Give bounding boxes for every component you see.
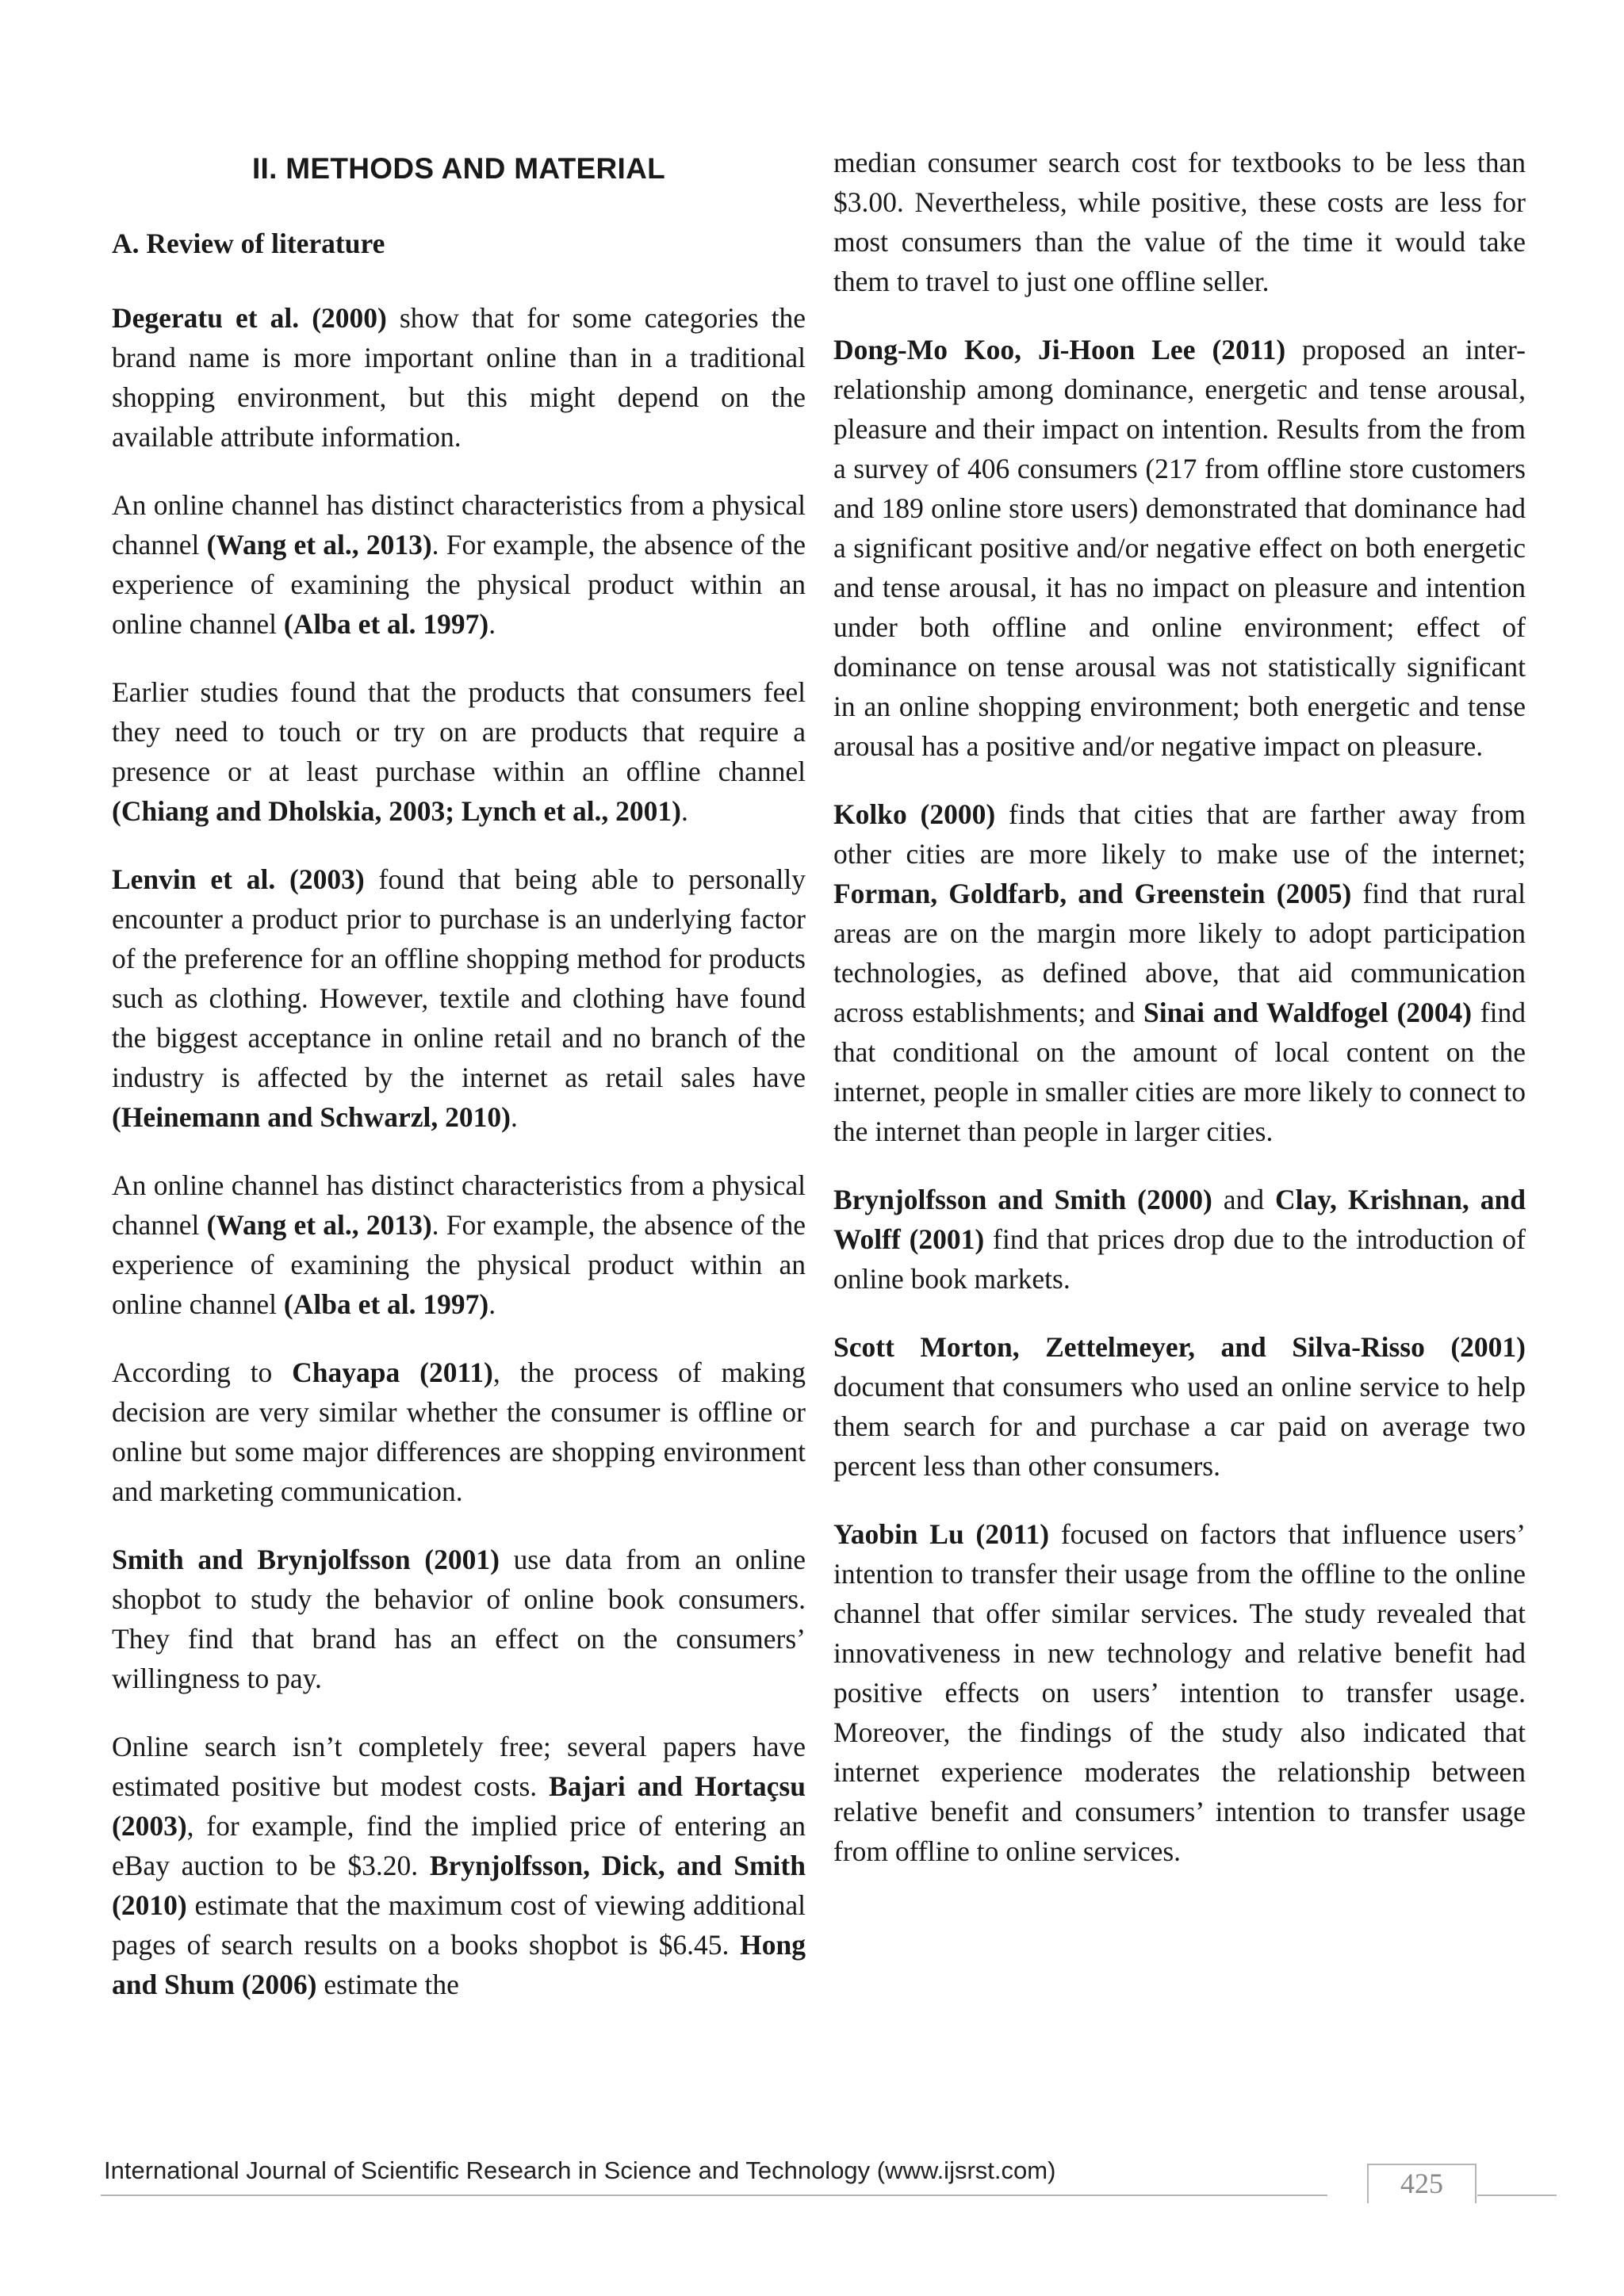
paragraph	[112, 672, 806, 831]
citation: (Alba et al. 1997)	[283, 608, 489, 640]
text: An online channel has distinct characteristics from a physical channel	[112, 489, 806, 561]
text: use data from an online shopbot to study the behavior of online book consumers. They find that brand has an effect on the consumers’ willingness to pay.	[112, 1544, 806, 1694]
text: median consumer search cost for textbooks to be less than $3.00. Nevertheless, while positive, these costs are less for most consumers than the value of the time it would take them to travel to just one offline seller.	[833, 147, 1526, 297]
footer-divider-right	[1477, 2195, 1557, 2196]
text: document that consumers who used an online service to help them search for and purchase a car paid on average two percent less than other consumers.	[833, 1371, 1526, 1482]
text: According to	[112, 1357, 293, 1388]
citation: Lenvin et al. (2003)	[112, 863, 365, 895]
paragraph	[833, 1327, 1526, 1486]
paragraph	[112, 1540, 806, 1698]
paragraph	[833, 794, 1526, 1151]
text: show that for some categories the brand name is more important online than in a traditional shopping environment, but this might depend on the available attribute information.	[112, 302, 806, 453]
text: find that rural areas are on the margin more likely to adopt participation technologies, as defined above, that aid communication across establishments; and	[833, 878, 1526, 1028]
citation: Bajari and Hortaçsu (2003)	[112, 1770, 806, 1842]
citation: (Heinemann and Schwarzl, 2010)	[112, 1101, 511, 1133]
citation: (Wang et al., 2013)	[206, 1209, 432, 1241]
paragraph	[833, 143, 1526, 301]
citation: (Wang et al., 2013)	[206, 529, 432, 561]
subsection-title: A. Review of literature	[112, 228, 385, 259]
text: .	[681, 795, 688, 827]
citation: Brynjolfsson and Smith (2000)	[833, 1184, 1212, 1215]
paragraph	[833, 1514, 1526, 1871]
page-number-box	[1367, 2164, 1477, 2203]
text: An online channel has distinct characteristics from a physical channel	[112, 1169, 806, 1241]
citation: Chayapa (2011)	[292, 1357, 493, 1388]
paragraph	[112, 485, 806, 644]
citation: Smith and Brynjolfsson (2001)	[112, 1544, 500, 1575]
text: . For example, the absence of the experience of examining the physical product within an online channel	[112, 529, 806, 640]
paragraph	[112, 1165, 806, 1324]
footer-divider	[101, 2195, 1327, 2196]
text: Online search isn’t completely free; several papers have estimated positive but modest costs.	[112, 1731, 806, 1802]
citation: Brynjolfsson, Dick, and Smith (2010)	[112, 1850, 806, 1921]
text: find that prices drop due to the introduction of online book markets.	[833, 1223, 1526, 1295]
citation: Forman, Goldfarb, and Greenstein (2005)	[833, 878, 1352, 909]
text: estimate that the maximum cost of viewing additional pages of search results on a books shopbot is $6.45.	[112, 1889, 806, 1961]
paragraph	[833, 330, 1526, 766]
paragraph	[112, 1727, 806, 2004]
text: focused on factors that influence users’ intention to transfer their usage from the offline to the online channel that offer similar services. The study revealed that innovativeness in new technology and relative benefit had positive effects on users’ intention to transfer usage. Moreover, the findings of the study also indicated that internet experience moderates the relationship between relative benefit and consumers’ intention to transfer usage from offline to online services.	[833, 1518, 1526, 1867]
citation: Kolko (2000)	[833, 798, 996, 830]
text: and	[1212, 1184, 1276, 1215]
text: Earlier studies found that the products that consumers feel they need to touch or try on are products that require a presence or at least purchase within an offline channel	[112, 676, 806, 787]
citation: Sinai and Waldfogel (2004)	[1143, 997, 1473, 1028]
text: . For example, the absence of the experience of examining the physical product within an online channel	[112, 1209, 806, 1320]
paragraph	[112, 859, 806, 1137]
text: .	[488, 608, 496, 640]
citation: Scott Morton, Zettelmeyer, and Silva-Risso (2001)	[833, 1331, 1526, 1363]
text: find that conditional on the amount of local content on the internet, people in smaller cities are more likely to connect to the internet than people in larger cities.	[833, 997, 1526, 1147]
page-number: 425	[1400, 2168, 1443, 2199]
left-column	[112, 143, 806, 2033]
text: found that being able to personally encounter a product prior to purchase is an underlying factor of the preference for an offline shopping method for products such as clothing. However, textile and clothing have found the biggest acceptance in online retail and no branch of the industry is affected by the internet as retail sales have	[112, 863, 806, 1093]
citation: (Alba et al. 1997)	[283, 1288, 489, 1320]
text: , for example, find the implied price of entering an eBay auction to be $3.20.	[112, 1810, 806, 1881]
text: proposed an inter-relationship among dominance, energetic and tense arousal, pleasure and their impact on intention. Results from the from a survey of 406 consumers (217 from offline store customers and 189 online store users) demonstrated that dominance had a significant positive and/or negative effect on both energetic and tense arousal, it has no impact on pleasure and intention under both offline and online environment; effect of dominance on tense arousal was not statistically significant in an online shopping environment; both energetic and tense arousal has a positive and/or negative impact on pleasure.	[833, 334, 1526, 762]
text: .	[510, 1101, 518, 1133]
text: .	[488, 1288, 496, 1320]
citation: Clay, Krishnan, and Wolff (2001)	[833, 1184, 1526, 1255]
citation: (Chiang and Dholskia, 2003; Lynch et al., 2001)	[112, 795, 682, 827]
citation: Degeratu et al. (2000)	[112, 302, 387, 334]
journal-footer: International Journal of Scientific Research in Science and Technology (www.ijsrst.com)	[104, 2156, 1056, 2184]
paragraph	[112, 298, 806, 457]
citation: Dong-Mo Koo, Ji-Hoon Lee (2011)	[833, 334, 1286, 365]
citation: Yaobin Lu (2011)	[833, 1518, 1050, 1550]
text: finds that cities that are farther away from other cities are more likely to make use of the internet;	[833, 798, 1526, 870]
citation: Hong and Shum (2006)	[112, 1929, 806, 2000]
paragraph	[833, 1180, 1526, 1299]
paragraph	[112, 1353, 806, 1511]
text: estimate the	[316, 1969, 459, 2000]
section-title: II. METHODS AND MATERIAL	[251, 152, 666, 185]
text: , the process of making decision are very similar whether the consumer is offline or online but some major differences are shopping environment and marketing communication.	[112, 1357, 806, 1507]
right-column	[833, 143, 1526, 1900]
